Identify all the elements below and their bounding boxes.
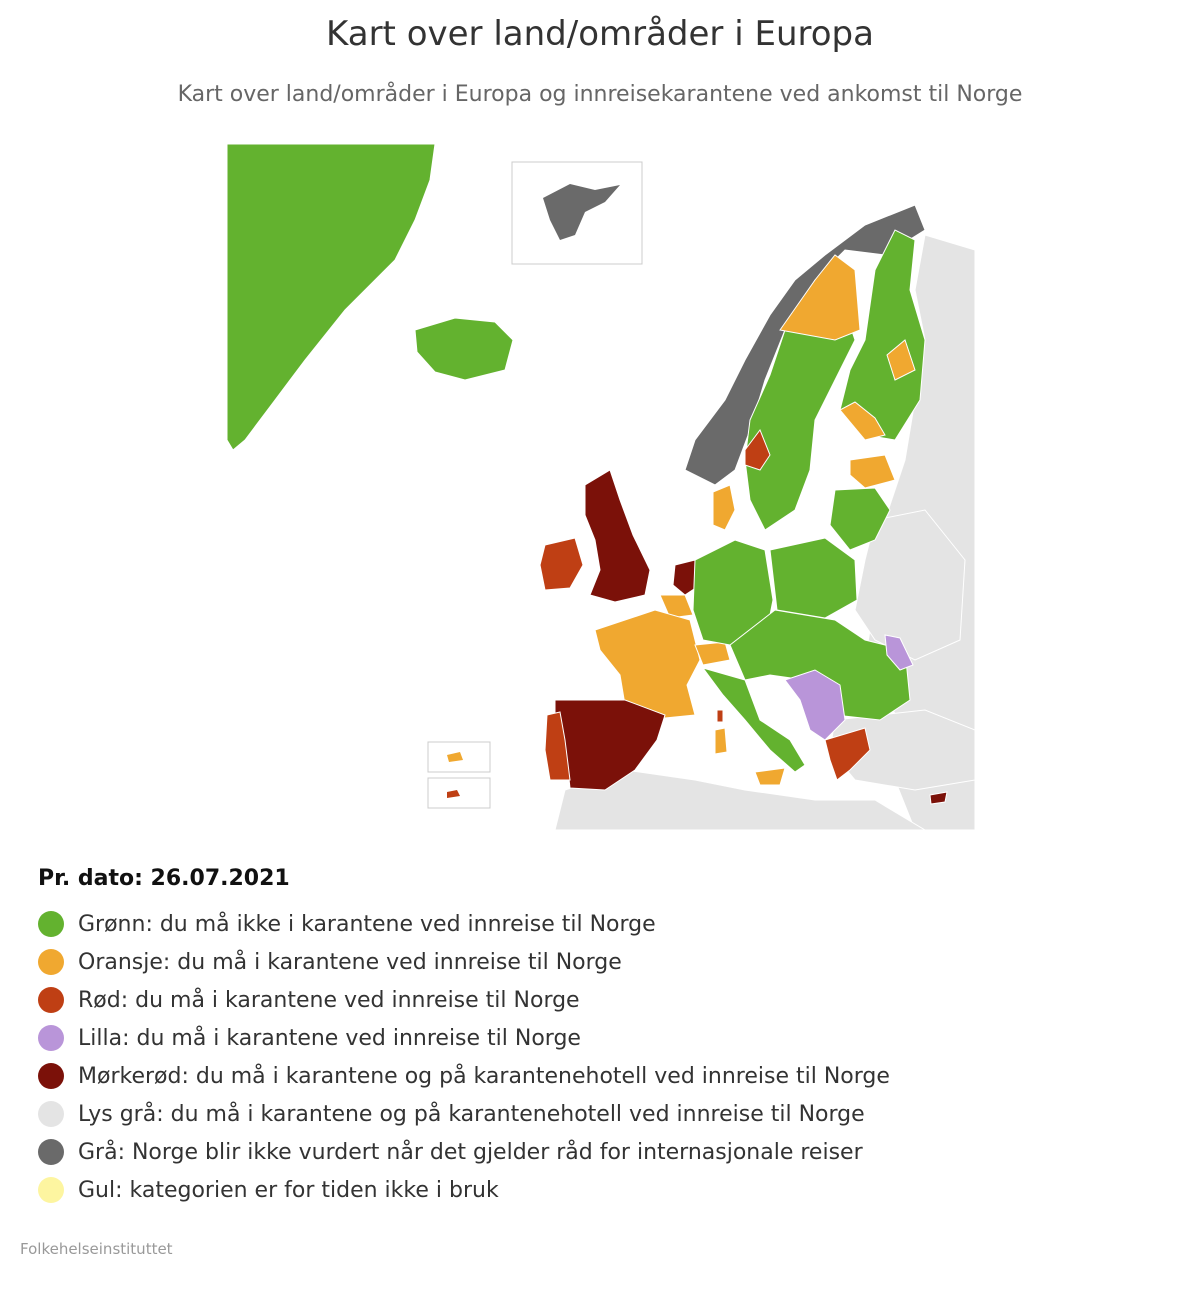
legend-item[interactable] [38,1057,890,1095]
region-greenland[interactable] [227,144,435,450]
legend [38,866,890,1209]
legend-label: Oransje: du må i karantene ved innreise til Norge [78,949,622,975]
legend-item[interactable] [38,1171,890,1209]
legend-swatch-icon [38,1177,64,1203]
legend-label: Lilla: du må i karantene ved innreise til Norge [78,1025,581,1051]
map-subtitle: Kart over land/områder i Europa og innreisekarantene ved ankomst til Norge [177,82,1023,107]
region-switzerland[interactable] [695,642,730,665]
legend-swatch-icon [38,1025,64,1051]
legend-label: Mørkerød: du må i karantene og på karantenehotell ved innreise til Norge [78,1063,890,1089]
region-poland[interactable] [770,538,857,618]
legend-item[interactable] [38,1095,890,1133]
europe-map[interactable] [225,140,975,830]
legend-label: Gul: kategorien er for tiden ikke i bruk [78,1177,499,1203]
legend-swatch-icon [38,949,64,975]
legend-swatch-icon [38,1139,64,1165]
map-title: Kart over land/områder i Europa [326,14,874,54]
region-iceland[interactable] [415,318,513,380]
inset-canary [428,778,490,808]
legend-item[interactable] [38,1019,890,1057]
legend-label: Grønn: du må ikke i karantene ved innreise til Norge [78,911,656,937]
legend-swatch-icon [38,1063,64,1089]
legend-items [38,905,890,1209]
legend-item[interactable] [38,943,890,981]
legend-item[interactable] [38,1133,890,1171]
credits[interactable]: Folkehelseinstituttet [20,1240,173,1258]
legend-label: Rød: du må i karantene ved innreise til Norge [78,987,580,1013]
legend-swatch-icon [38,987,64,1013]
region-sardinia[interactable] [715,728,727,754]
legend-swatch-icon [38,911,64,937]
region-ireland[interactable] [540,538,583,590]
legend-item[interactable] [38,905,890,943]
region-uk[interactable] [585,470,650,602]
legend-label: Grå: Norge blir ikke vurdert når det gjelder råd for internasjonale reiser [78,1139,863,1165]
region-denmark[interactable] [713,485,735,530]
legend-date: Pr. dato: 26.07.2021 [38,866,290,891]
region-corsica[interactable] [717,710,723,722]
legend-label: Lys grå: du må i karantene og på karantenehotell ved innreise til Norge [78,1101,865,1127]
legend-swatch-icon [38,1101,64,1127]
legend-item[interactable] [38,981,890,1019]
region-estonia[interactable] [850,455,895,488]
region-sicily[interactable] [755,768,785,785]
